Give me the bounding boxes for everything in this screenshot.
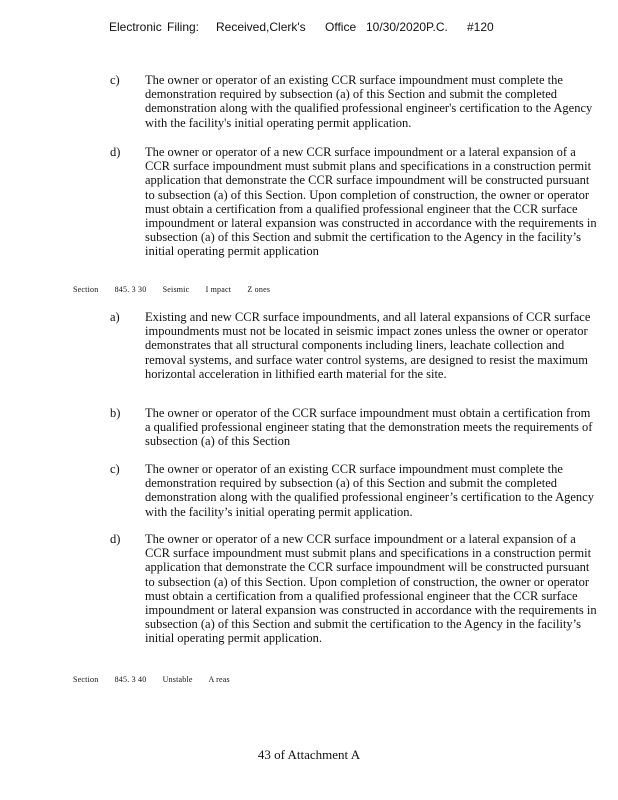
- section-word: Section: [73, 675, 99, 684]
- section-title: Unstable: [162, 675, 193, 684]
- item-label: c): [110, 73, 120, 87]
- header-electronic: Electronic: [109, 20, 162, 34]
- section-title: Seismic: [162, 285, 190, 294]
- section-number: 845. 3 30: [114, 285, 147, 294]
- header-date: 10/30/2020P.C.: [366, 20, 448, 34]
- item-text: Existing and new CCR surface impoundments, and all lateral expansions of CCR surface impoundments must not be located in seismic impact zones unless the owner or operator demonstrates that all structural components including liners, leachate collection and removal systems, and surface water control systems, are designed to resist the maximum horizontal acceleration in lithified earth material for the site.: [145, 310, 591, 381]
- item-label: b): [110, 406, 121, 420]
- section-number: 845. 3 40: [114, 675, 147, 684]
- header-received: Received,Clerk's: [216, 20, 306, 34]
- section-heading-unstable: [73, 675, 244, 684]
- item-label: d): [110, 145, 121, 159]
- item-text: The owner or operator of the CCR surface impoundment must obtain a certification from a qualified professional engineer stating that the demonstration meets the requirements of subsection (a) of this Section: [145, 406, 593, 449]
- item-text: The owner or operator of a new CCR surface impoundment or a lateral expansion of a CCR surface impoundment must submit plans and specifications in a construction permit application that demonstrate the CCR surface impoundment will be constructed pursuant to subsection (a) of this Section. Upon completion of construction, the owner or operator must obtain a certification from a qualified professional engineer that the CCR surface impoundment or lateral expansion was constructed in accordance with the requirements in subsection (a) of this Section and submit the certification to the Agency in the facility’s initial operating permit application.: [145, 532, 597, 646]
- section-heading-seismic: [73, 285, 284, 294]
- item-label: a): [110, 310, 120, 324]
- header-office: Office: [325, 20, 357, 34]
- header-filing: Filing:: [167, 20, 200, 34]
- section-word: Section: [73, 285, 99, 294]
- page-footer: 43 of Attachment A: [257, 747, 361, 762]
- item-text: The owner or operator of an existing CCR surface impoundment must complete the demonstration required by subsection (a) of this Section and submit the completed demonstration along with the qualified professional engineer's certification to the Agency with the facility's initial operating permit application.: [145, 73, 593, 130]
- item-label: c): [110, 462, 120, 476]
- header-number: #120: [467, 20, 494, 34]
- section-title: I mpact: [205, 285, 232, 294]
- section-title: A reas: [208, 675, 230, 684]
- section-title: Z ones: [247, 285, 271, 294]
- item-text: The owner or operator of an existing CCR surface impoundment must complete the demonstration required by subsection (a) of this Section and submit the completed demonstration along with the qualified professional engineer’s certification to the Agency with the facility’s initial operating permit application.: [145, 462, 594, 519]
- item-label: d): [110, 532, 121, 546]
- item-text: The owner or operator of a new CCR surface impoundment or a lateral expansion of a CCR surface impoundment must submit plans and specifications in a construction permit application that demonstrate the CCR surface impoundment will be constructed pursuant to subsection (a) of this Section. Upon completion of construction, the owner or operator must obtain a certification from a qualified professional engineer that the CCR surface impoundment or lateral expansion was constructed in accordance with the requirements in subsection (a) of this Section and submit the certification to the Agency in the facility’s initial operating permit application: [145, 145, 597, 259]
